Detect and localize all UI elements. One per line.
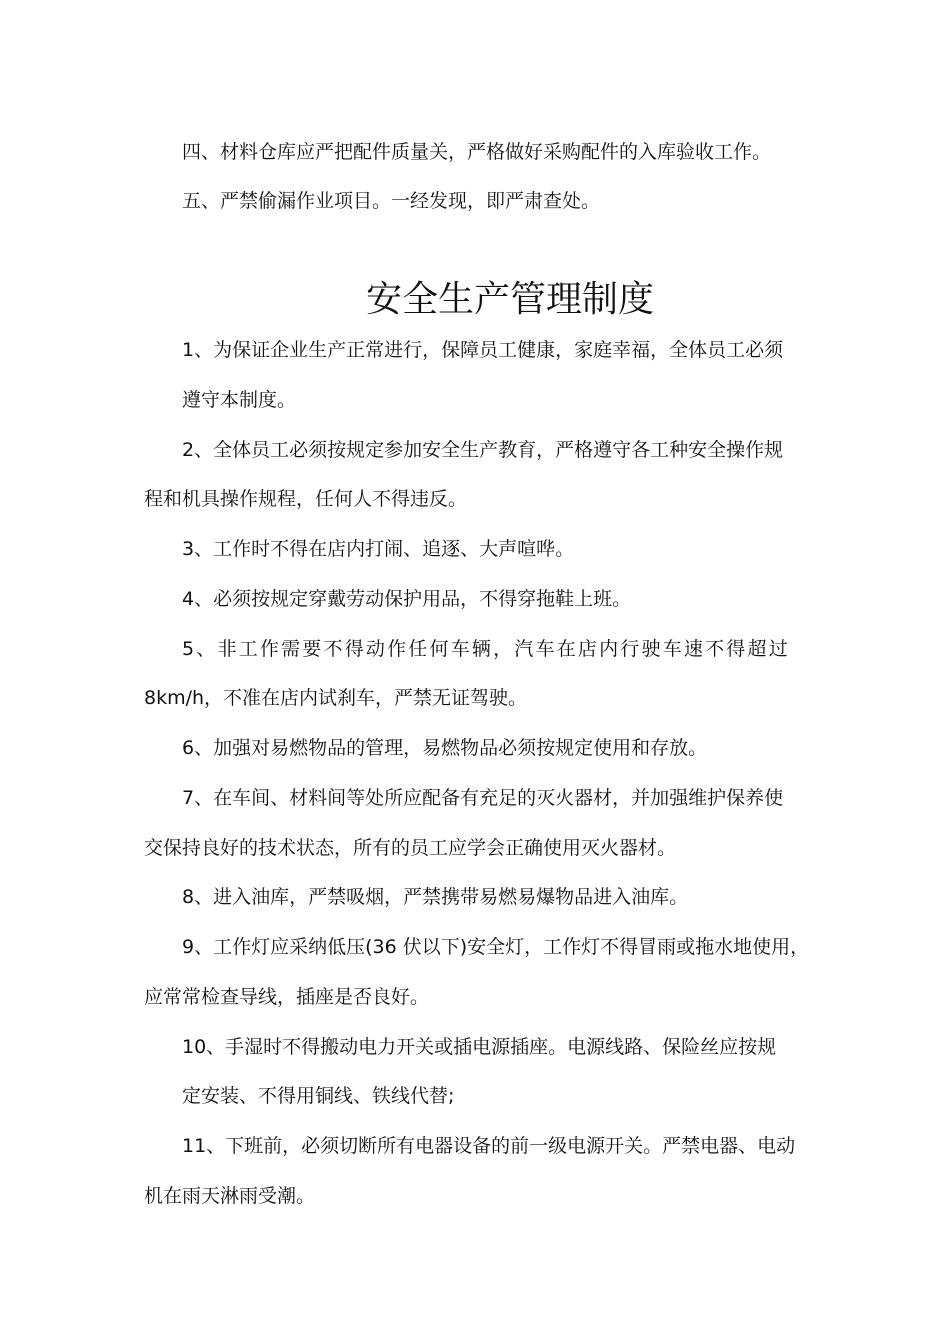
rule-7-line-1: 7、在车间、材料间等处所应配备有充足的灭火器材，并加强维护保养使 xyxy=(182,787,784,809)
rule-4: 4、必须按规定穿戴劳动保护用品，不得穿拖鞋上班。 xyxy=(182,588,632,610)
rule-3: 3、工作时不得在店内打闹、追逐、大声喧哗。 xyxy=(182,538,575,560)
rule-8: 8、进入油库，严禁吸烟，严禁携带易燃易爆物品进入油库。 xyxy=(182,886,689,908)
rule-9-line-2: 应常常检查导线，插座是否良好。 xyxy=(144,986,430,1008)
rule-2-line-2: 程和机具操作规程，任何人不得违反。 xyxy=(144,488,468,510)
rule-7-line-2: 交保持良好的技术状态，所有的员工应学会正确使用灭火器材。 xyxy=(144,837,677,859)
rule-10-line-1: 10、手湿时不得搬动电力开关或插电源插座。电源线路、保险丝应按规 xyxy=(182,1036,777,1058)
rule-10-line-2: 定安装、不得用铜线、铁线代替; xyxy=(182,1085,455,1107)
rule-11-line-1: 11、下班前，必须切断所有电器设备的前一级电源开关。严禁电器、电动 xyxy=(182,1135,796,1157)
paragraph-item-5: 五、严禁偷漏作业项目。一经发现，即严肃查处。 xyxy=(182,190,601,212)
rule-5-line-1: 5、非工作需要不得动作任何车辆，汽车在店内行驶车速不得超过 xyxy=(182,638,790,660)
rule-9-line-1: 9、工作灯应采纳低压(36 伏以下)安全灯，工作灯不得冒雨或拖水地使用， xyxy=(182,936,810,958)
rule-1-line-1: 1、为保证企业生产正常进行，保障员工健康，家庭幸福，全体员工必须 xyxy=(182,339,784,361)
rule-2-line-1: 2、全体员工必须按规定参加安全生产教育，严格遵守各工种安全操作规 xyxy=(182,439,784,461)
section-title: 安全生产管理制度 xyxy=(365,279,654,320)
rule-6: 6、加强对易燃物品的管理，易燃物品必须按规定使用和存放。 xyxy=(182,737,708,759)
rule-1-line-2: 遵守本制度。 xyxy=(182,389,297,411)
rule-5-line-2: 8km/h，不准在店内试刹车，严禁无证驾驶。 xyxy=(144,687,528,709)
paragraph-item-4: 四、材料仓库应严把配件质量关，严格做好采购配件的入库验收工作。 xyxy=(182,141,772,163)
rule-11-line-2: 机在雨天淋雨受潮。 xyxy=(144,1185,316,1207)
